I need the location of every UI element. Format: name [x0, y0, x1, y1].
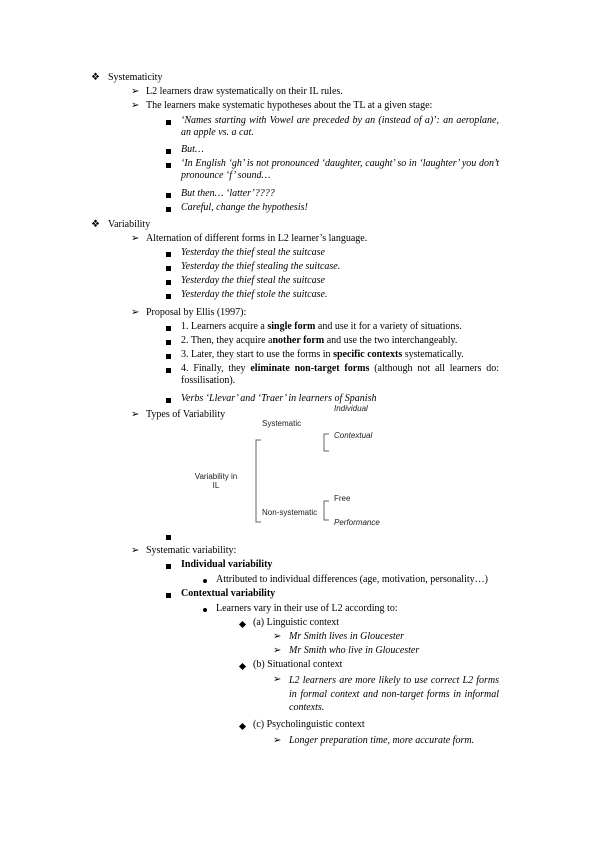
diamond-bullet-icon: [239, 723, 246, 730]
square-bullet-icon: [166, 564, 171, 569]
list-item: Systematic variability:: [146, 545, 237, 556]
list-item: (a) Linguistic context: [253, 617, 340, 628]
arrow-bullet-icon: ➢: [131, 86, 140, 97]
square-bullet-icon: [166, 163, 171, 168]
square-bullet-icon: [166, 120, 171, 125]
list-item: ‘Names starting with Vowel are preceded by an (instead of a)’: an aeroplane, an apple vs. a cat.: [181, 115, 499, 138]
list-item: Yesterday the thief steal the suitcase: [181, 247, 325, 258]
list-item: 3. Later, they start to use the forms in specific contexts systematically.: [181, 349, 464, 360]
square-bullet-icon: [166, 354, 171, 359]
list-item: ‘In English ‘gh’ is not pronounced ‘daughter, caught’ so in ‘laughter’ you don’t pronounce ‘f’ sound…: [181, 158, 499, 181]
list-item: The learners make systematic hypotheses about the TL at a given stage:: [146, 100, 433, 111]
bullet-diamond-star-icon: ❖: [91, 219, 100, 230]
list-item: L2 learners are more likely to use correct L2 forms in formal context and non-target forms in informal contexts.: [289, 675, 499, 713]
list-item: Mr Smith lives in Gloucester: [289, 631, 404, 642]
diagram-individual: Individual: [334, 404, 368, 413]
list-item: Yesterday the thief steal the suitcase: [181, 275, 325, 286]
list-item: But…: [181, 144, 204, 155]
arrow-bullet-icon: ➢: [273, 645, 282, 656]
dot-bullet-icon: [203, 608, 207, 612]
list-item: (c) Psycholinguistic context: [253, 719, 365, 730]
list-item: Learners vary in their use of L2 according to:: [216, 603, 398, 614]
list-item: 1. Learners acquire a single form and use it for a variety of situations.: [181, 321, 462, 332]
list-item: Alternation of different forms in L2 learner’s language.: [146, 233, 368, 244]
dot-bullet-icon: [203, 579, 207, 583]
arrow-bullet-icon: ➢: [131, 409, 140, 420]
list-item: Yesterday the thief stole the suitcase.: [181, 289, 328, 300]
square-bullet-icon: [166, 368, 171, 373]
arrow-bullet-icon: ➢: [273, 631, 282, 642]
arrow-bullet-icon: ➢: [273, 735, 282, 746]
arrow-bullet-icon: ➢: [131, 100, 140, 111]
list-item: Longer preparation time, more accurate form.: [289, 735, 475, 746]
square-bullet-icon: [166, 207, 171, 212]
list-item: Proposal by Ellis (1997):: [146, 307, 247, 318]
square-bullet-icon: [166, 294, 171, 299]
list-item: Types of Variability: [146, 409, 226, 420]
diamond-bullet-icon: [239, 621, 246, 628]
list-item: Individual variability: [181, 559, 273, 570]
arrow-bullet-icon: ➢: [131, 233, 140, 244]
square-bullet-icon: [166, 535, 171, 540]
list-item: Attributed to individual differences (age, motivation, personality…): [216, 574, 488, 585]
diagram-root: Variability in IL: [194, 472, 238, 490]
arrow-bullet-icon: ➢: [273, 674, 282, 685]
list-item: Verbs ‘Llevar’ and ‘Traer’ in learners of Spanish: [181, 393, 377, 404]
square-bullet-icon: [166, 252, 171, 257]
arrow-bullet-icon: ➢: [131, 545, 140, 556]
list-item: Yesterday the thief stealing the suitcase.: [181, 261, 341, 272]
list-item: Mr Smith who live in Gloucester: [289, 645, 420, 656]
bullet-diamond-star-icon: ❖: [91, 72, 100, 83]
square-bullet-icon: [166, 280, 171, 285]
square-bullet-icon: [166, 398, 171, 403]
square-bullet-icon: [166, 266, 171, 271]
list-item: 2. Then, they acquire another form and use the two interchangeably.: [181, 335, 458, 346]
diamond-bullet-icon: [239, 663, 246, 670]
square-bullet-icon: [166, 193, 171, 198]
list-item: L2 learners draw systematically on their IL rules.: [146, 86, 343, 97]
list-item: Contextual variability: [181, 588, 276, 599]
diagram-performance: Performance: [334, 518, 380, 527]
arrow-bullet-icon: ➢: [131, 307, 140, 318]
square-bullet-icon: [166, 149, 171, 154]
diagram-non-systematic: Non-systematic: [262, 508, 318, 517]
diagram-systematic: Systematic: [262, 419, 302, 428]
square-bullet-icon: [166, 326, 171, 331]
square-bullet-icon: [166, 340, 171, 345]
diagram-free: Free: [334, 494, 351, 503]
list-item: (b) Situational context: [253, 659, 343, 670]
heading-systematicity: Systematicity: [108, 72, 163, 83]
list-item: Careful, change the hypothesis!: [181, 202, 308, 213]
heading-variability: Variability: [108, 219, 151, 230]
diagram-contextual: Contextual: [334, 431, 373, 440]
list-item: 4. Finally, they eliminate non-target forms (although not all learners do: fossilisation).: [181, 363, 499, 386]
list-item: But then… ‘latter’????: [181, 188, 275, 199]
square-bullet-icon: [166, 593, 171, 598]
